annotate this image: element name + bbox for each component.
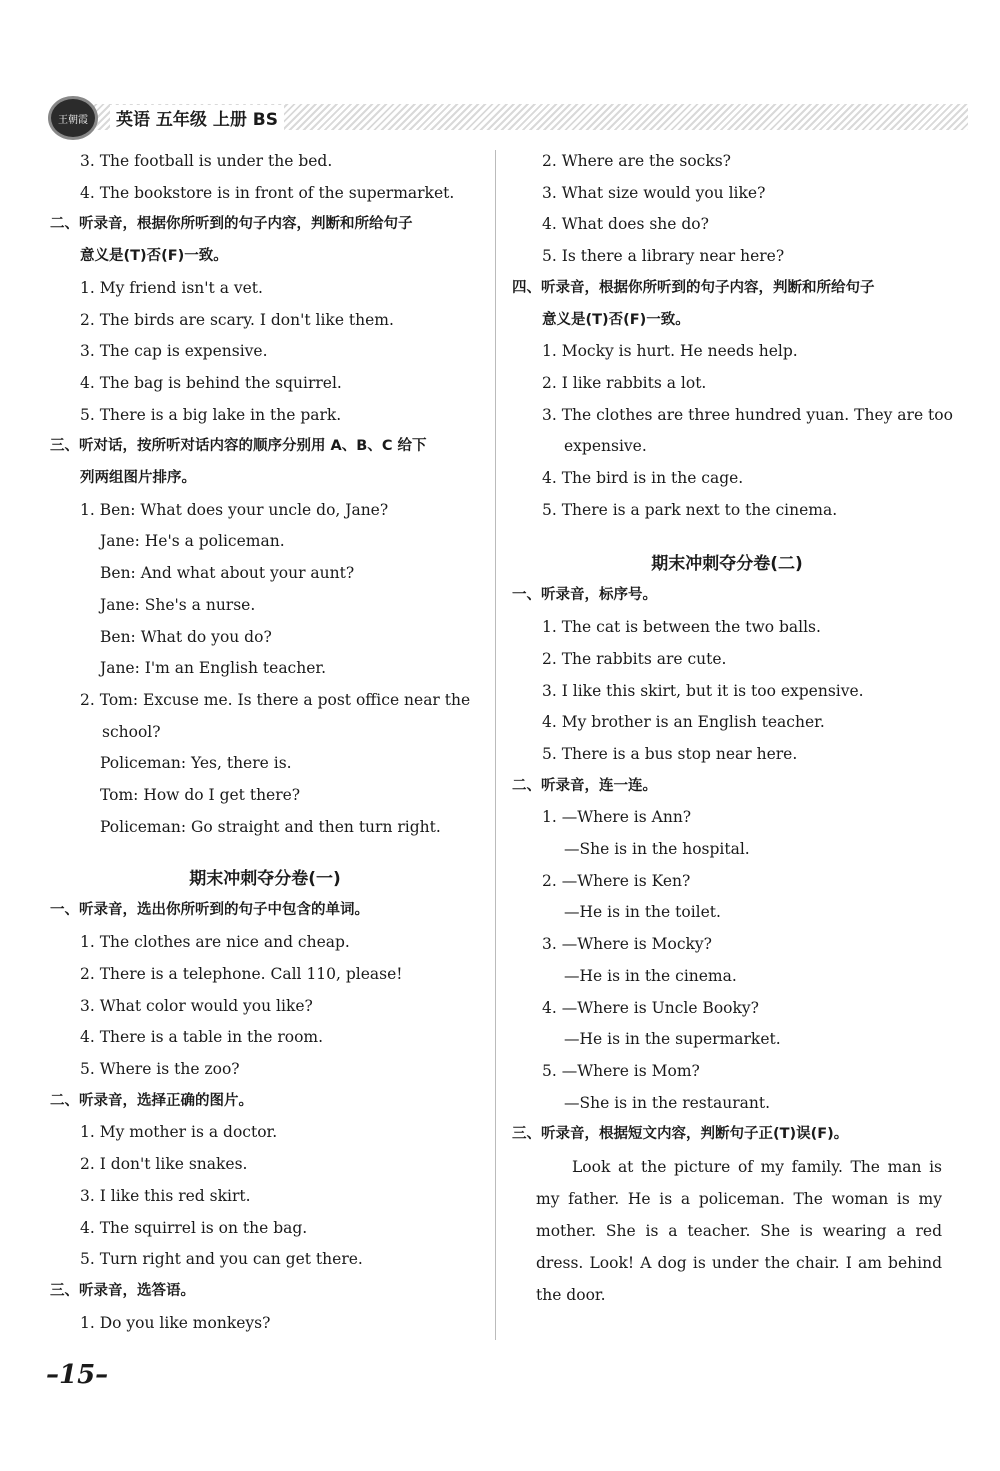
transcript-line: 2. I like rabbits a lot.	[542, 373, 707, 392]
transcript-line: 5. Where is the zoo?	[80, 1059, 240, 1078]
section-heading: 一、听录音，标序号。	[512, 587, 657, 604]
page-number: –15–	[46, 1360, 109, 1390]
transcript-line: 1. Do you like monkeys?	[80, 1313, 271, 1332]
transcript-line: school?	[102, 722, 161, 741]
section-heading: 列两组图片排序。	[80, 470, 196, 487]
publisher-logo	[48, 96, 98, 140]
transcript-line: 3. The football is under the bed.	[80, 152, 333, 170]
section-title-exam-2: 期末冲刺夺分卷(二)	[651, 554, 803, 575]
transcript-line: —He is in the cinema.	[564, 966, 737, 985]
transcript-line: 4. My brother is an English teacher.	[542, 713, 825, 732]
transcript-line: —She is in the hospital.	[564, 840, 750, 859]
transcript-line: 2. Tom: Excuse me. Is there a post office near the	[80, 690, 471, 709]
section-heading: 三、听对话，按所听对话内容的顺序分别用 A、B、C 给下	[50, 438, 427, 455]
section-heading: 意义是(T)否(F)一致。	[542, 311, 690, 328]
transcript-line: 3. The cap is expensive.	[80, 342, 268, 361]
transcript-line: 3. The clothes are three hundred yuan. They are too	[542, 405, 953, 424]
transcript-line: Ben: What do you do?	[100, 627, 272, 646]
transcript-line: 3. I like this red skirt.	[80, 1186, 251, 1205]
section-heading: 三、听录音，选答语。	[50, 1282, 195, 1299]
transcript-line: 5. Turn right and you can get there.	[80, 1250, 363, 1269]
transcript-line: Ben: And what about your aunt?	[100, 564, 355, 583]
transcript-line: expensive.	[564, 437, 647, 456]
column-divider	[495, 150, 496, 1340]
listening-passage: Look at the picture of my family. The man is my father. He is a policeman. The woman is my mother. She is a teacher. She is wearing a red dress. Look! A dog is under the chair. I am behind the door.	[536, 1158, 942, 1305]
transcript-line: Jane: I'm an English teacher.	[100, 659, 327, 678]
transcript-line: —He is in the supermarket.	[564, 1030, 781, 1049]
transcript-line: 1. The cat is between the two balls.	[542, 618, 821, 637]
transcript-line: 4. What does she do?	[542, 215, 709, 234]
transcript-line: 5. There is a park next to the cinema.	[542, 500, 838, 519]
section-heading: 一、听录音，选出你所听到的句子中包含的单词。	[50, 902, 369, 919]
transcript-line: Jane: She's a nurse.	[100, 595, 256, 614]
transcript-line: 3. I like this skirt, but it is too expensive.	[542, 681, 864, 700]
transcript-line: 2. The birds are scary. I don't like them.	[80, 310, 394, 329]
transcript-line: 5. Is there a library near here?	[542, 247, 785, 266]
transcript-line: 4. The squirrel is on the bag.	[80, 1218, 308, 1237]
transcript-line: 2. —Where is Ken?	[542, 871, 691, 890]
transcript-line: 5. There is a bus stop near here.	[542, 744, 798, 763]
transcript-line: 3. —Where is Mocky?	[542, 935, 712, 954]
transcript-line: —She is in the restaurant.	[564, 1093, 770, 1112]
transcript-line: Jane: He's a policeman.	[100, 532, 285, 551]
section-heading: 四、听录音，根据你所听到的句子内容，判断和所给句子	[512, 279, 875, 296]
transcript-line: —He is in the toilet.	[564, 903, 721, 922]
section-heading: 二、听录音，连一连。	[512, 777, 657, 794]
transcript-line: 1. —Where is Ann?	[542, 808, 692, 827]
section-heading: 二、听录音，选择正确的图片。	[50, 1092, 253, 1109]
transcript-line: 5. —Where is Mom?	[542, 1061, 700, 1080]
transcript-line: Policeman: Yes, there is.	[100, 754, 292, 773]
transcript-line: 5. There is a big lake in the park.	[80, 405, 342, 424]
transcript-line: Tom: How do I get there?	[100, 786, 301, 805]
transcript-line: 2. I don't like snakes.	[80, 1155, 248, 1174]
logo-text: 王朝霞	[58, 114, 88, 126]
transcript-line: 3. What size would you like?	[542, 183, 766, 202]
left-column	[50, 146, 480, 1339]
transcript-line: 1. The clothes are nice and cheap.	[80, 933, 350, 952]
transcript-line: 1. Ben: What does your uncle do, Jane?	[80, 500, 389, 519]
section-heading: 三、听录音，根据短文内容，判断句子正(T)误(F)。	[512, 1126, 849, 1143]
transcript-line: 4. The bookstore is in front of the supermarket.	[80, 183, 455, 202]
transcript-line: 1. My mother is a doctor.	[80, 1123, 278, 1142]
transcript-line: 2. Where are the socks?	[542, 152, 731, 170]
transcript-line: 2. There is a telephone. Call 110, please!	[80, 964, 403, 983]
transcript-line: 4. —Where is Uncle Booky?	[542, 998, 759, 1017]
transcript-line: 4. The bag is behind the squirrel.	[80, 373, 342, 392]
transcript-line: 2. The rabbits are cute.	[542, 649, 727, 668]
header-title: 英语 五年级 上册 BS	[110, 105, 284, 130]
right-column	[512, 146, 953, 1311]
section-title-exam-1: 期末冲刺夺分卷(一)	[189, 869, 341, 890]
transcript-line: 1. Mocky is hurt. He needs help.	[542, 342, 798, 361]
transcript-line: 4. The bird is in the cage.	[542, 469, 744, 488]
transcript-line: 3. What color would you like?	[80, 996, 313, 1015]
transcript-line: 1. My friend isn't a vet.	[80, 278, 263, 297]
transcript-line: 4. There is a table in the room.	[80, 1028, 324, 1047]
page-header	[48, 96, 968, 140]
section-heading: 二、听录音，根据你所听到的句子内容，判断和所给句子	[50, 216, 413, 233]
transcript-line: Policeman: Go straight and then turn right.	[100, 817, 441, 836]
section-heading: 意义是(T)否(F)一致。	[80, 248, 228, 265]
